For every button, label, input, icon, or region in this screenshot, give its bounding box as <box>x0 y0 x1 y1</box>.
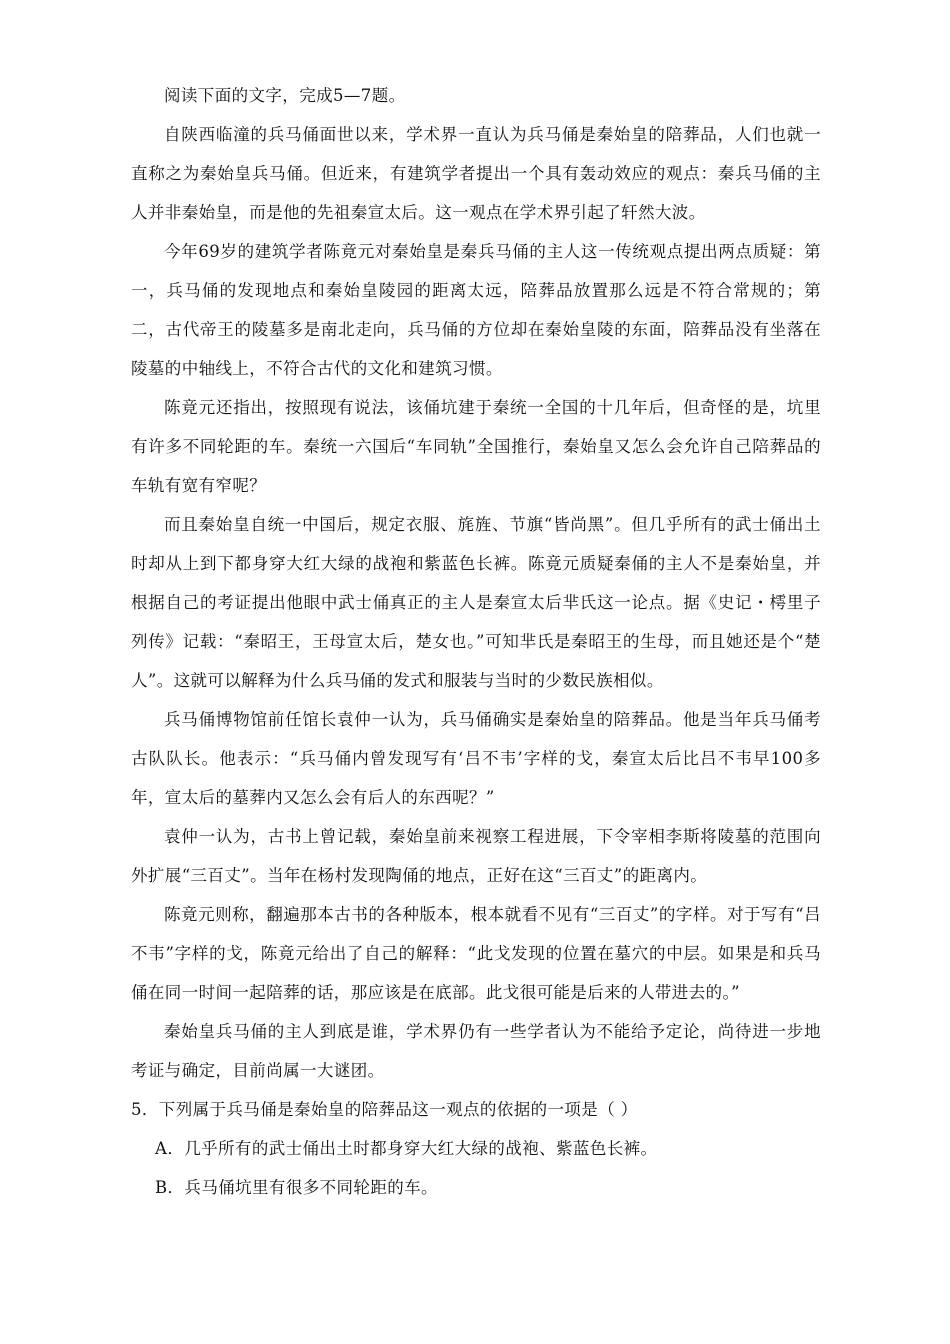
paragraph-5: 兵马俑博物馆前任馆长袁仲一认为，兵马俑确实是秦始皇的陪葬品。他是当年兵马俑考古队队长。他表示：“兵马俑内曾发现写有‘吕不韦’字样的戈，秦宣太后比吕不韦早100多年，宣太后的墓葬内又怎么会有后人的东西呢？” <box>131 710 821 807</box>
paragraph-3: 陈竟元还指出，按照现有说法，该俑坑建于秦统一全国的十几年后，但奇怪的是，坑里有许多不同轮距的车。秦统一六国后“车同轨”全国推行，秦始皇又怎么会允许自己陪葬品的车轨有宽有窄呢？ <box>131 398 821 495</box>
option-b: B．兵马俑坑里有很多不同轮距的车。 <box>155 1178 438 1197</box>
paragraph-6: 袁仲一认为，古书上曾记载，秦始皇前来视察工程进展，下令宰相李斯将陵墓的范围向外扩展“三百丈”。当年在杨村发现陶俑的地点，正好在这“三百丈”的距离内。 <box>131 827 821 885</box>
option-a: A．几乎所有的武士俑出土时都身穿大红大绿的战袍、紫蓝色长裤。 <box>155 1139 658 1158</box>
reading-passage <box>131 76 821 1207</box>
paragraph-7: 陈竟元则称，翻遍那本古书的各种版本，根本就看不见有“三百丈”的字样。对于写有“吕不韦”字样的戈，陈竟元给出了自己的解释：“此戈发现的位置在墓穴的中层。如果是和兵马俑在同一时间一起陪葬的话，那应该是在底部。此戈很可能是后来的人带进去的。” <box>131 905 821 1002</box>
question-5 <box>131 1090 821 1207</box>
paragraph-8: 秦始皇兵马俑的主人到底是谁，学术界仍有一些学者认为不能给予定论，尚待进一步地考证与确定，目前尚属一大谜团。 <box>131 1022 821 1080</box>
paragraph-2: 今年69岁的建筑学者陈竟元对秦始皇是秦兵马俑的主人这一传统观点提出两点质疑：第一，兵马俑的发现地点和秦始皇陵园的距离太远，陪葬品放置那么远是不符合常规的；第二，古代帝王的陵墓多是南北走向，兵马俑的方位却在秦始皇陵的东面，陪葬品没有坐落在陵墓的中轴线上，不符合古代的文化和建筑习惯。 <box>131 242 821 378</box>
question-stem: 5．下列属于兵马俑是秦始皇的陪葬品这一观点的依据的一项是（ ） <box>131 1100 638 1119</box>
paragraph-4: 而且秦始皇自统一中国后，规定衣服、旄旌、节旗“皆尚黑”。但几乎所有的武士俑出土时却从上到下都身穿大红大绿的战袍和紫蓝色长裤。陈竟元质疑秦俑的主人不是秦始皇，并根据自己的考证提出他眼中武士俑真正的主人是秦宣太后芈氏这一论点。据《史记・樗里子列传》记载：“秦昭王，王母宣太后，楚女也。”可知芈氏是秦昭王的生母，而且她还是个“楚人”。这就可以解释为什么兵马俑的发式和服装与当时的少数民族相似。 <box>131 515 821 690</box>
paragraph-1: 自陕西临潼的兵马俑面世以来，学术界一直认为兵马俑是秦始皇的陪葬品，人们也就一直称之为秦始皇兵马俑。但近来，有建筑学者提出一个具有轰动效应的观点：秦兵马俑的主人并非秦始皇，而是他的先祖秦宣太后。这一观点在学术界引起了轩然大波。 <box>131 125 821 222</box>
reading-instruction: 阅读下面的文字，完成5—7题。 <box>164 86 406 105</box>
